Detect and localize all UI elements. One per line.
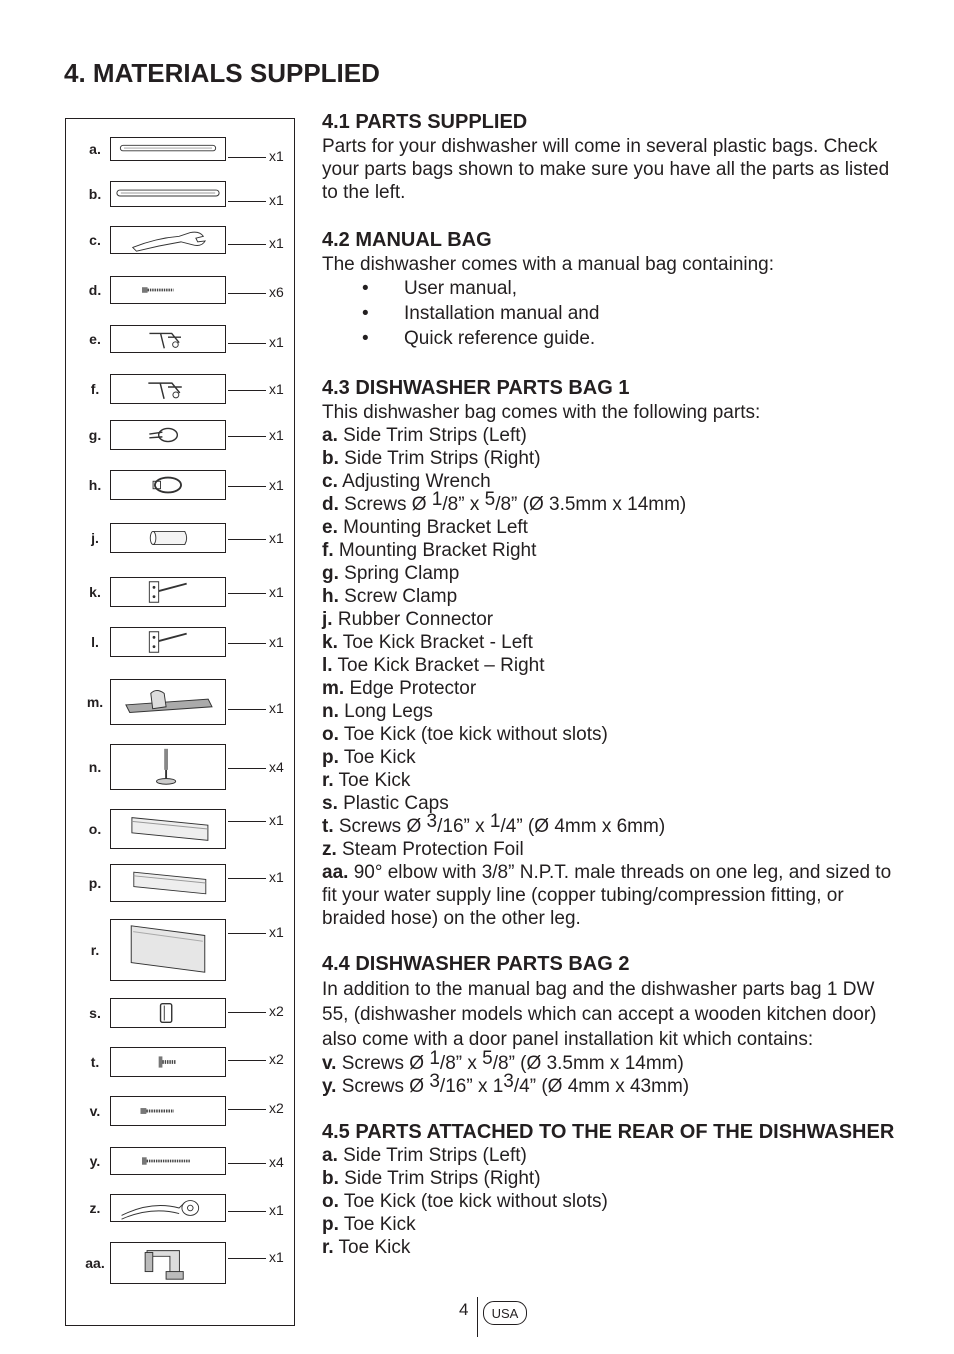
list-item bbox=[322, 631, 902, 654]
item-key: y. bbox=[322, 1076, 337, 1097]
part-row bbox=[66, 1242, 296, 1284]
list-item bbox=[322, 677, 902, 700]
list-item bbox=[322, 585, 902, 608]
part-label: f. bbox=[90, 381, 100, 397]
plastic-cap-icon bbox=[110, 998, 226, 1028]
list-item bbox=[322, 1213, 902, 1236]
item-text: Side Trim Strips (Right) bbox=[338, 448, 541, 469]
item-text: Edge Protector bbox=[344, 678, 477, 699]
part-row bbox=[66, 325, 296, 353]
leader-line bbox=[228, 1211, 266, 1212]
part-row bbox=[66, 864, 296, 902]
item-key: d. bbox=[322, 494, 339, 515]
item-key: b. bbox=[322, 448, 339, 469]
part-row bbox=[66, 374, 296, 404]
part-row bbox=[66, 998, 296, 1028]
short-screw-icon bbox=[110, 1047, 226, 1077]
item-text: Screw Clamp bbox=[338, 586, 458, 607]
region-badge: USA bbox=[483, 1301, 527, 1325]
part-row bbox=[66, 1147, 296, 1175]
part-quantity: x1 bbox=[269, 530, 284, 546]
item-text: Long Legs bbox=[338, 701, 433, 722]
item-key: c. bbox=[322, 471, 338, 492]
part-label: r. bbox=[90, 942, 100, 958]
item-text: Toe Kick (toe kick without slots) bbox=[338, 724, 608, 745]
part-row bbox=[66, 181, 296, 207]
list-item bbox=[322, 1236, 902, 1259]
leader-line bbox=[228, 390, 266, 391]
fraction-rest: /16” x 1 bbox=[439, 1076, 504, 1097]
list-item bbox=[322, 654, 902, 677]
part-row bbox=[66, 420, 296, 450]
manual-bag-list bbox=[322, 276, 902, 351]
list-item bbox=[322, 562, 902, 585]
item-key: n. bbox=[322, 701, 339, 722]
fraction-numerator: 1 bbox=[489, 811, 501, 832]
part-quantity: x2 bbox=[269, 1003, 284, 1019]
list-item bbox=[322, 489, 902, 516]
part-quantity: x1 bbox=[269, 235, 284, 251]
parts-panel bbox=[65, 118, 295, 1326]
section-parts-supplied bbox=[322, 110, 902, 204]
part-quantity: x4 bbox=[269, 1154, 284, 1170]
part-row bbox=[66, 1096, 296, 1126]
leader-line bbox=[228, 1012, 266, 1013]
section-heading: 4.3 DISHWASHER PARTS BAG 1 bbox=[322, 377, 630, 399]
leader-line bbox=[228, 933, 266, 934]
part-quantity: x1 bbox=[269, 700, 284, 716]
wrench-icon bbox=[110, 226, 226, 254]
list-item bbox=[322, 769, 902, 792]
section-parts-bag-1 bbox=[322, 376, 902, 930]
part-row bbox=[66, 137, 296, 164]
part-quantity: x6 bbox=[269, 284, 284, 300]
edge-protector-icon bbox=[110, 679, 226, 725]
parts-bag-1-list bbox=[322, 424, 902, 930]
list-item bbox=[322, 424, 902, 447]
part-quantity: x1 bbox=[269, 334, 284, 350]
leader-line bbox=[228, 1258, 266, 1259]
part-row bbox=[66, 577, 296, 607]
list-item bbox=[322, 539, 902, 562]
part-label: h. bbox=[88, 477, 102, 493]
toe-kick-icon bbox=[110, 809, 226, 849]
leader-line bbox=[228, 343, 266, 344]
fraction-numerator: 3 bbox=[503, 1071, 514, 1092]
part-label: j. bbox=[91, 530, 99, 546]
fraction-rest: /4” (Ø 4mm x 6mm) bbox=[500, 816, 666, 837]
fraction-rest: /16” x bbox=[437, 816, 490, 837]
leader-line bbox=[228, 878, 266, 879]
elbow-fitting-icon bbox=[110, 1242, 226, 1284]
part-row bbox=[66, 744, 296, 790]
section-heading: 4.5 PARTS ATTACHED TO THE REAR OF THE DISHWASHER bbox=[322, 1121, 895, 1143]
leader-line bbox=[228, 293, 266, 294]
list-item bbox=[322, 838, 902, 861]
list-item bbox=[322, 861, 902, 930]
item-text: Side Trim Strips (Left) bbox=[337, 425, 527, 446]
part-row bbox=[66, 919, 296, 981]
item-text: Screws Ø bbox=[333, 816, 427, 837]
fraction-numerator: 3 bbox=[426, 811, 438, 832]
part-row bbox=[66, 276, 296, 304]
foil-roll-icon bbox=[110, 1194, 226, 1222]
item-key: a. bbox=[322, 425, 338, 446]
rear-parts-list bbox=[322, 1144, 902, 1259]
part-quantity: x1 bbox=[269, 869, 284, 885]
part-label: t. bbox=[90, 1054, 100, 1070]
section-heading: 4.4 DISHWASHER PARTS BAG 2 bbox=[322, 953, 630, 975]
item-text: Adjusting Wrench bbox=[337, 471, 491, 492]
bracket-icon bbox=[110, 325, 226, 353]
section-heading: 4.1 PARTS SUPPLIED bbox=[322, 111, 528, 133]
item-key: s. bbox=[322, 793, 338, 814]
item-text: Screws Ø bbox=[338, 494, 432, 515]
part-quantity: x1 bbox=[269, 634, 284, 650]
item-text: Toe Kick Bracket - Left bbox=[337, 632, 533, 653]
part-label: y. bbox=[89, 1153, 101, 1169]
part-quantity: x1 bbox=[269, 1249, 284, 1265]
toe-kick-bracket-icon bbox=[110, 577, 226, 607]
list-item bbox=[322, 608, 902, 631]
part-label: p. bbox=[88, 875, 102, 891]
list-item: • User manual, bbox=[362, 276, 902, 301]
part-row bbox=[66, 809, 296, 849]
part-quantity: x1 bbox=[269, 148, 284, 164]
list-item bbox=[322, 700, 902, 723]
item-key: b. bbox=[322, 1168, 339, 1189]
list-item bbox=[322, 1167, 902, 1190]
page-number: 4 bbox=[459, 1300, 469, 1319]
screw-clamp-icon bbox=[110, 470, 226, 500]
list-item bbox=[322, 1144, 902, 1167]
leader-line bbox=[228, 486, 266, 487]
leader-line bbox=[228, 201, 266, 202]
item-key: k. bbox=[322, 632, 338, 653]
trim-strip-icon bbox=[110, 137, 226, 161]
fraction-numerator: 3 bbox=[429, 1071, 440, 1092]
list-item bbox=[322, 516, 902, 539]
item-text: Toe Kick bbox=[333, 1237, 411, 1258]
item-text: Plastic Caps bbox=[337, 793, 449, 814]
item-text: Spring Clamp bbox=[338, 563, 460, 584]
part-quantity: x1 bbox=[269, 812, 284, 828]
item-text: Toe Kick Bracket – Right bbox=[332, 655, 545, 676]
section-body: Parts for your dishwasher will come in several plastic bags. Check your parts bags shown to make sure you have all the parts as listed to the left. bbox=[322, 136, 890, 203]
item-text: Side Trim Strips (Right) bbox=[338, 1168, 541, 1189]
part-label: d. bbox=[88, 282, 102, 298]
fraction-rest: /4” (Ø 4mm x 43mm) bbox=[513, 1076, 690, 1097]
item-text: Rubber Connector bbox=[332, 609, 494, 630]
leader-line bbox=[228, 643, 266, 644]
leader-line bbox=[228, 157, 266, 158]
part-label: v. bbox=[89, 1103, 101, 1119]
item-key: o. bbox=[322, 1191, 339, 1212]
part-row bbox=[66, 1194, 296, 1222]
toe-kick-large-icon bbox=[110, 919, 226, 981]
list-item bbox=[322, 1048, 902, 1075]
part-quantity: x1 bbox=[269, 924, 284, 940]
section-parts-bag-2 bbox=[322, 952, 902, 1098]
fraction-numerator: 5 bbox=[484, 489, 496, 510]
item-text: Toe Kick (toe kick without slots) bbox=[338, 1191, 608, 1212]
part-quantity: x1 bbox=[269, 381, 284, 397]
part-label: m. bbox=[86, 694, 104, 710]
page-title: 4. MATERIALS SUPPLIED bbox=[64, 58, 380, 88]
item-key: m. bbox=[322, 678, 345, 699]
part-quantity: x2 bbox=[269, 1100, 284, 1116]
fraction-numerator: 1 bbox=[431, 489, 443, 510]
list-item bbox=[322, 723, 902, 746]
part-quantity: x1 bbox=[269, 1202, 284, 1218]
item-key: e. bbox=[322, 517, 338, 538]
trim-strip-icon bbox=[110, 181, 226, 207]
item-text: Mounting Bracket Left bbox=[337, 517, 528, 538]
item-key: j. bbox=[322, 609, 333, 630]
item-key: g. bbox=[322, 563, 339, 584]
part-row bbox=[66, 226, 296, 254]
part-row bbox=[66, 679, 296, 725]
item-text: Toe Kick bbox=[338, 747, 416, 768]
footer-divider bbox=[477, 1297, 478, 1337]
item-key: l. bbox=[322, 655, 333, 676]
item-key: aa. bbox=[322, 862, 349, 883]
leader-line bbox=[228, 1163, 266, 1164]
section-rear-parts bbox=[322, 1120, 902, 1259]
part-label: o. bbox=[88, 821, 102, 837]
item-key: a. bbox=[322, 1145, 338, 1166]
spring-clamp-icon bbox=[110, 420, 226, 450]
leader-line bbox=[228, 1060, 266, 1061]
list-item bbox=[322, 792, 902, 815]
item-text: 90° elbow with 3/8” N.P.T. male threads on one leg, and sized to fit your water supply line (copper tubing/compression fitting, or braided hose) on the other leg. bbox=[322, 862, 892, 929]
part-label: a. bbox=[89, 141, 101, 157]
leader-line bbox=[228, 1109, 266, 1110]
item-key: h. bbox=[322, 586, 339, 607]
part-label: z. bbox=[89, 1200, 101, 1216]
screw-icon bbox=[110, 276, 226, 304]
leader-line bbox=[228, 244, 266, 245]
part-label: l. bbox=[91, 634, 99, 650]
item-key: r. bbox=[322, 770, 334, 791]
fraction-rest: /8” (Ø 3.5mm x 14mm) bbox=[495, 494, 687, 515]
section-intro: The dishwasher comes with a manual bag containing: bbox=[322, 254, 775, 275]
list-item bbox=[322, 811, 902, 838]
item-key: z. bbox=[322, 839, 337, 860]
long-screw-icon bbox=[110, 1147, 226, 1175]
part-row bbox=[66, 627, 296, 657]
item-text: Toe Kick bbox=[333, 770, 411, 791]
parts-bag-2-list bbox=[322, 1048, 902, 1098]
bracket-icon bbox=[110, 374, 226, 404]
list-item bbox=[322, 470, 902, 493]
leader-line bbox=[228, 821, 266, 822]
toe-kick-bracket-icon bbox=[110, 627, 226, 657]
leader-line bbox=[228, 593, 266, 594]
leader-line bbox=[228, 709, 266, 710]
part-label: e. bbox=[89, 331, 101, 347]
item-key: t. bbox=[322, 816, 334, 837]
content-column bbox=[322, 110, 902, 1259]
item-text: Screws Ø bbox=[336, 1076, 430, 1097]
leader-line bbox=[228, 436, 266, 437]
item-key: f. bbox=[322, 540, 334, 561]
list-item: • Installation manual and bbox=[362, 301, 902, 326]
section-heading: 4.2 MANUAL BAG bbox=[322, 229, 492, 251]
item-text: Side Trim Strips (Left) bbox=[337, 1145, 527, 1166]
fraction-numerator: 1 bbox=[429, 1048, 440, 1069]
part-quantity: x4 bbox=[269, 759, 284, 775]
part-quantity: x1 bbox=[269, 427, 284, 443]
part-row bbox=[66, 523, 296, 553]
item-key: v. bbox=[322, 1053, 337, 1074]
item-key: p. bbox=[322, 747, 339, 768]
part-label: aa. bbox=[85, 1255, 105, 1271]
section-manual-bag bbox=[322, 228, 902, 351]
long-leg-icon bbox=[110, 744, 226, 790]
part-label: c. bbox=[89, 232, 101, 248]
fraction-numerator: 5 bbox=[482, 1048, 493, 1069]
screw-icon bbox=[110, 1096, 226, 1126]
list-item: • Quick reference guide. bbox=[362, 326, 902, 351]
item-key: r. bbox=[322, 1237, 334, 1258]
part-quantity: x1 bbox=[269, 477, 284, 493]
toe-kick-icon bbox=[110, 864, 226, 902]
part-quantity: x2 bbox=[269, 1051, 284, 1067]
item-text: Steam Protection Foil bbox=[336, 839, 524, 860]
part-label: n. bbox=[88, 759, 102, 775]
section-intro: This dishwasher bag comes with the following parts: bbox=[322, 402, 761, 423]
part-label: b. bbox=[88, 186, 102, 202]
item-text: Toe Kick bbox=[338, 1214, 416, 1235]
fraction-rest: /8” x bbox=[442, 494, 485, 515]
item-text: Mounting Bracket Right bbox=[333, 540, 537, 561]
item-key: p. bbox=[322, 1214, 339, 1235]
leader-line bbox=[228, 768, 266, 769]
part-label: g. bbox=[88, 427, 102, 443]
list-item bbox=[322, 1071, 902, 1098]
part-label: s. bbox=[89, 1005, 101, 1021]
rubber-connector-icon bbox=[110, 523, 226, 553]
list-item bbox=[322, 1190, 902, 1213]
list-item bbox=[322, 746, 902, 769]
item-key: o. bbox=[322, 724, 339, 745]
part-row bbox=[66, 470, 296, 500]
part-label: k. bbox=[89, 584, 101, 600]
leader-line bbox=[228, 539, 266, 540]
part-quantity: x1 bbox=[269, 192, 284, 208]
fraction-rest: /8” x bbox=[439, 1053, 483, 1074]
item-text: Screws Ø bbox=[336, 1053, 430, 1074]
fraction-rest: /8” (Ø 3.5mm x 14mm) bbox=[492, 1053, 684, 1074]
list-item bbox=[322, 447, 902, 470]
part-quantity: x1 bbox=[269, 584, 284, 600]
part-row bbox=[66, 1047, 296, 1077]
section-body: In addition to the manual bag and the dishwasher parts bag 1 DW 55, (dishwasher models which can accept a wooden kitchen door) also come with a door panel installation kit which contains: bbox=[322, 979, 877, 1050]
